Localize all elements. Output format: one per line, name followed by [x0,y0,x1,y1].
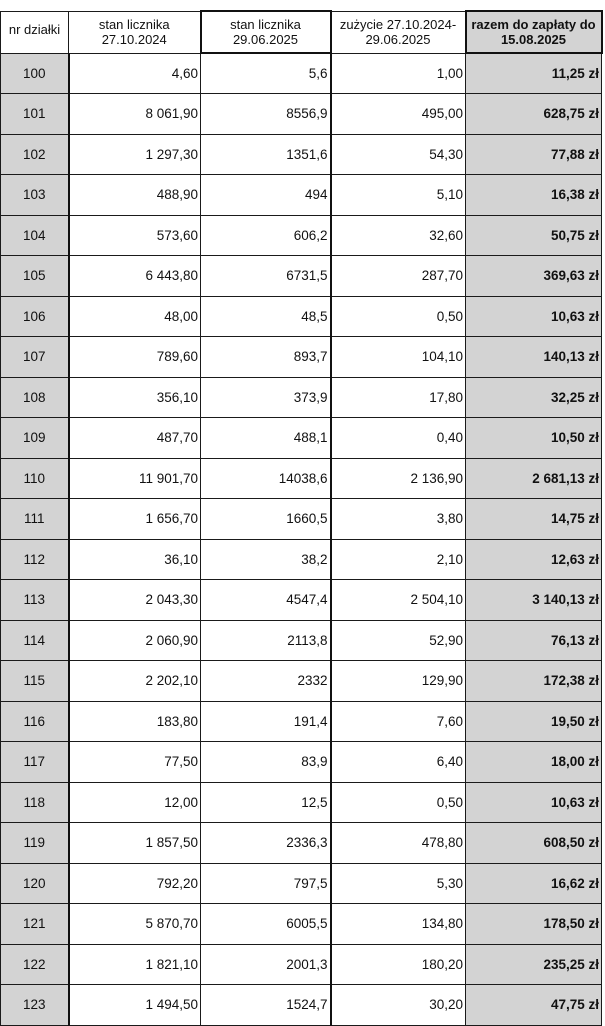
meter-reading-end-cell: 5,6 [201,53,331,94]
table-row [1,620,602,661]
amount-due-cell: 14,75 zł [466,499,602,540]
meter-reading-start-cell: 8 061,90 [69,94,201,135]
table-row [1,539,602,580]
meter-reading-end-cell: 6005,5 [201,904,331,945]
header-consumption [331,11,466,53]
plot-number-cell: 119 [1,823,69,864]
meter-reading-start-cell: 488,90 [69,175,201,216]
amount-due-cell: 235,25 zł [466,944,602,985]
plot-number-cell: 100 [1,53,69,94]
plot-number-cell: 117 [1,742,69,783]
table-row [1,944,602,985]
plot-number-cell: 105 [1,256,69,297]
amount-due-cell: 32,25 zł [466,377,602,418]
amount-due-cell: 18,00 zł [466,742,602,783]
meter-reading-end-cell: 38,2 [201,539,331,580]
header-meter-reading-end [201,11,331,53]
meter-reading-end-cell: 606,2 [201,215,331,256]
plot-number-cell: 104 [1,215,69,256]
meter-reading-end-cell: 2332 [201,661,331,702]
meter-reading-end-cell: 14038,6 [201,458,331,499]
consumption-cell: 7,60 [331,701,466,742]
meter-reading-end-cell: 488,1 [201,418,331,459]
consumption-cell: 0,50 [331,782,466,823]
amount-due-cell: 11,25 zł [466,53,602,94]
table-row [1,985,602,1026]
meter-reading-start-cell: 2 060,90 [69,620,201,661]
meter-reading-start-cell: 1 494,50 [69,985,201,1026]
amount-due-cell: 3 140,13 zł [466,580,602,621]
header-meter-reading-start-line2: 27.10.2024 [101,32,167,47]
consumption-cell: 0,40 [331,418,466,459]
header-row [1,11,602,53]
meter-reading-start-cell: 1 857,50 [69,823,201,864]
meter-reading-start-cell: 77,50 [69,742,201,783]
amount-due-cell: 12,63 zł [466,539,602,580]
header-amount-due-line2: 15.08.2025 [500,32,567,47]
header-meter-reading-end-line1: stan licznika [230,17,301,32]
header-amount-due [466,11,602,53]
meter-readings-table [0,10,603,1026]
consumption-cell: 129,90 [331,661,466,702]
meter-reading-end-cell: 48,5 [201,296,331,337]
amount-due-cell: 10,50 zł [466,418,602,459]
header-meter-reading-start [69,11,201,53]
table-row [1,458,602,499]
meter-reading-start-cell: 573,60 [69,215,201,256]
meter-reading-end-cell: 6731,5 [201,256,331,297]
meter-reading-start-cell: 356,10 [69,377,201,418]
amount-due-cell: 178,50 zł [466,904,602,945]
plot-number-cell: 103 [1,175,69,216]
meter-reading-start-cell: 2 202,10 [69,661,201,702]
table-row [1,337,602,378]
consumption-cell: 52,90 [331,620,466,661]
table-row [1,94,602,135]
table-row [1,418,602,459]
table-row [1,823,602,864]
header-amount-due-line1: razem do zapłaty do [471,17,596,32]
meter-reading-start-cell: 48,00 [69,296,201,337]
header-consumption-line1: zużycie 27.10.2024- [339,17,457,32]
table-row [1,134,602,175]
table-row [1,256,602,297]
plot-number-cell: 116 [1,701,69,742]
amount-due-cell: 50,75 zł [466,215,602,256]
consumption-cell: 134,80 [331,904,466,945]
consumption-cell: 54,30 [331,134,466,175]
consumption-cell: 1,00 [331,53,466,94]
meter-reading-end-cell: 2113,8 [201,620,331,661]
meter-reading-end-cell: 893,7 [201,337,331,378]
billing-sheet [0,10,601,1026]
table-row [1,215,602,256]
meter-reading-end-cell: 373,9 [201,377,331,418]
consumption-cell: 6,40 [331,742,466,783]
plot-number-cell: 108 [1,377,69,418]
plot-number-cell: 112 [1,539,69,580]
meter-reading-start-cell: 4,60 [69,53,201,94]
plot-number-cell: 113 [1,580,69,621]
consumption-cell: 287,70 [331,256,466,297]
meter-reading-end-cell: 8556,9 [201,94,331,135]
plot-number-cell: 110 [1,458,69,499]
amount-due-cell: 140,13 zł [466,337,602,378]
meter-reading-start-cell: 1 297,30 [69,134,201,175]
plot-number-cell: 115 [1,661,69,702]
meter-reading-start-cell: 11 901,70 [69,458,201,499]
table-row [1,377,602,418]
meter-reading-end-cell: 2001,3 [201,944,331,985]
table-row [1,499,602,540]
meter-reading-end-cell: 797,5 [201,863,331,904]
meter-reading-start-cell: 1 656,70 [69,499,201,540]
meter-reading-end-cell: 1351,6 [201,134,331,175]
header-consumption-line2: 29.06.2025 [365,32,431,47]
plot-number-cell: 118 [1,782,69,823]
amount-due-cell: 172,38 zł [466,661,602,702]
consumption-cell: 2 136,90 [331,458,466,499]
table-row [1,863,602,904]
meter-reading-end-cell: 1660,5 [201,499,331,540]
meter-reading-start-cell: 487,70 [69,418,201,459]
meter-reading-start-cell: 792,20 [69,863,201,904]
header-plot-number-text: nr działki [8,21,61,37]
plot-number-cell: 106 [1,296,69,337]
plot-number-cell: 122 [1,944,69,985]
amount-due-cell: 16,38 zł [466,175,602,216]
table-row [1,701,602,742]
amount-due-cell: 2 681,13 zł [466,458,602,499]
plot-number-cell: 109 [1,418,69,459]
amount-due-cell: 10,63 zł [466,782,602,823]
consumption-cell: 478,80 [331,823,466,864]
table-row [1,742,602,783]
plot-number-cell: 111 [1,499,69,540]
table-row [1,904,602,945]
plot-number-cell: 107 [1,337,69,378]
meter-reading-end-cell: 191,4 [201,701,331,742]
amount-due-cell: 608,50 zł [466,823,602,864]
amount-due-cell: 47,75 zł [466,985,602,1026]
meter-reading-start-cell: 12,00 [69,782,201,823]
meter-reading-end-cell: 494 [201,175,331,216]
consumption-cell: 2,10 [331,539,466,580]
consumption-cell: 0,50 [331,296,466,337]
amount-due-cell: 628,75 zł [466,94,602,135]
meter-reading-end-cell: 83,9 [201,742,331,783]
plot-number-cell: 102 [1,134,69,175]
meter-reading-start-cell: 183,80 [69,701,201,742]
plot-number-cell: 114 [1,620,69,661]
meter-reading-end-cell: 12,5 [201,782,331,823]
table-row [1,661,602,702]
consumption-cell: 5,30 [331,863,466,904]
header-meter-reading-end-line2: 29.06.2025 [232,32,299,47]
amount-due-cell: 10,63 zł [466,296,602,337]
meter-reading-end-cell: 1524,7 [201,985,331,1026]
table-row [1,782,602,823]
consumption-cell: 104,10 [331,337,466,378]
meter-reading-start-cell: 36,10 [69,539,201,580]
plot-number-cell: 121 [1,904,69,945]
consumption-cell: 495,00 [331,94,466,135]
consumption-cell: 3,80 [331,499,466,540]
header-plot-number [1,11,69,53]
meter-reading-end-cell: 2336,3 [201,823,331,864]
meter-reading-start-cell: 2 043,30 [69,580,201,621]
amount-due-cell: 77,88 zł [466,134,602,175]
amount-due-cell: 369,63 zł [466,256,602,297]
amount-due-cell: 76,13 zł [466,620,602,661]
header-meter-reading-start-line1: stan licznika [98,17,170,32]
amount-due-cell: 16,62 zł [466,863,602,904]
meter-reading-start-cell: 789,60 [69,337,201,378]
table-row [1,53,602,94]
consumption-cell: 5,10 [331,175,466,216]
plot-number-cell: 101 [1,94,69,135]
meter-reading-end-cell: 4547,4 [201,580,331,621]
table-row [1,296,602,337]
meter-reading-start-cell: 6 443,80 [69,256,201,297]
consumption-cell: 2 504,10 [331,580,466,621]
meter-reading-start-cell: 1 821,10 [69,944,201,985]
meter-reading-start-cell: 5 870,70 [69,904,201,945]
table-row [1,175,602,216]
consumption-cell: 32,60 [331,215,466,256]
consumption-cell: 180,20 [331,944,466,985]
amount-due-cell: 19,50 zł [466,701,602,742]
consumption-cell: 30,20 [331,985,466,1026]
plot-number-cell: 120 [1,863,69,904]
plot-number-cell: 123 [1,985,69,1026]
table-row [1,580,602,621]
consumption-cell: 17,80 [331,377,466,418]
